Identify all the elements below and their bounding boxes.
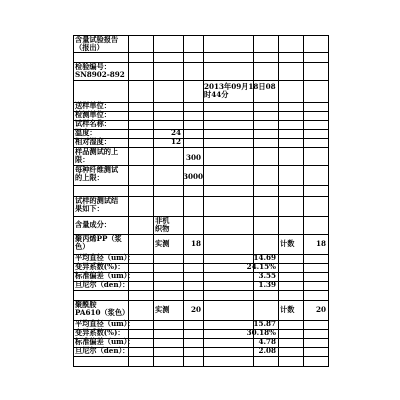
temperature-value: 24 (170, 128, 181, 137)
fiber-limit-value: 3000 (183, 172, 204, 181)
grid-vline (328, 35, 329, 366)
fiber-group-name: 聚酰胺 PA610（浆色） (75, 300, 130, 318)
measured-label: 实测 (155, 239, 170, 248)
grid-hline (73, 366, 329, 367)
test-number-label: 检验编号： (75, 62, 111, 71)
measured-value: 20 (190, 305, 201, 314)
stat-value: 2.08 (258, 346, 276, 355)
humidity-label: 相对湿度： (75, 137, 111, 146)
sample-name-label: 试样名称： (75, 119, 111, 128)
grid-vline (303, 35, 304, 366)
grid-vline (153, 35, 154, 366)
count-label: 计数 (280, 239, 295, 248)
sample-limit-value: 300 (185, 153, 201, 162)
testing-unit-label: 检测单位： (75, 110, 111, 119)
stat-label: 标准偏差（um）： (75, 337, 135, 346)
stat-value: 30.18% (246, 328, 276, 337)
stat-value: 14.69 (253, 253, 276, 262)
stat-label: 旦尼尔（den）： (75, 346, 130, 355)
sample-limit-label: 样品测试的上 限： (75, 147, 119, 165)
grid-vline (278, 35, 279, 366)
grid-hline (73, 290, 329, 291)
test-datetime: 2013年09月18日08 时44分 (204, 82, 276, 100)
measured-label: 实测 (155, 305, 170, 314)
content-label: 含量成分： (75, 220, 111, 229)
grid-hline (73, 80, 329, 81)
fiber-limit-label: 每种纤维测试 的上限： (75, 165, 119, 183)
count-label: 计数 (280, 305, 295, 314)
report-title: 含量试验报告 （报出） (75, 35, 119, 53)
humidity-value: 12 (170, 137, 181, 146)
stat-value: 15.87 (253, 319, 276, 328)
stat-label: 平均直径（um）： (75, 253, 135, 262)
grid-vline (73, 35, 74, 366)
temperature-label: 温度： (75, 128, 97, 137)
stat-value: 4.78 (258, 337, 276, 346)
measured-value: 18 (190, 239, 201, 248)
fiber-group-name: 聚丙烯PP（浆 色） (75, 234, 122, 252)
grid-hline (73, 185, 329, 186)
test-number-value: SN8902-892 (75, 70, 125, 79)
client-unit-label: 送样单位： (75, 101, 111, 110)
count-value: 18 (315, 239, 326, 248)
stat-label: 标准偏差（um）： (75, 271, 135, 280)
stat-label: 变异系数(%)： (75, 262, 125, 271)
result-header: 试样的测试结 果如下： (75, 196, 119, 214)
grid-vline (183, 35, 184, 366)
grid-hline (73, 52, 329, 53)
stat-value: 1.39 (258, 280, 276, 289)
stat-value: 3.55 (258, 271, 276, 280)
stat-label: 变异系数(%)： (75, 328, 125, 337)
stat-label: 平均直径（um）： (75, 319, 135, 328)
stat-label: 旦尼尔（den）： (75, 280, 130, 289)
grid-hline (73, 356, 329, 357)
count-value: 20 (315, 305, 326, 314)
grid-hline (73, 216, 329, 217)
stat-value: 24.15% (246, 262, 276, 271)
content-value: 非机 织物 (155, 216, 170, 234)
